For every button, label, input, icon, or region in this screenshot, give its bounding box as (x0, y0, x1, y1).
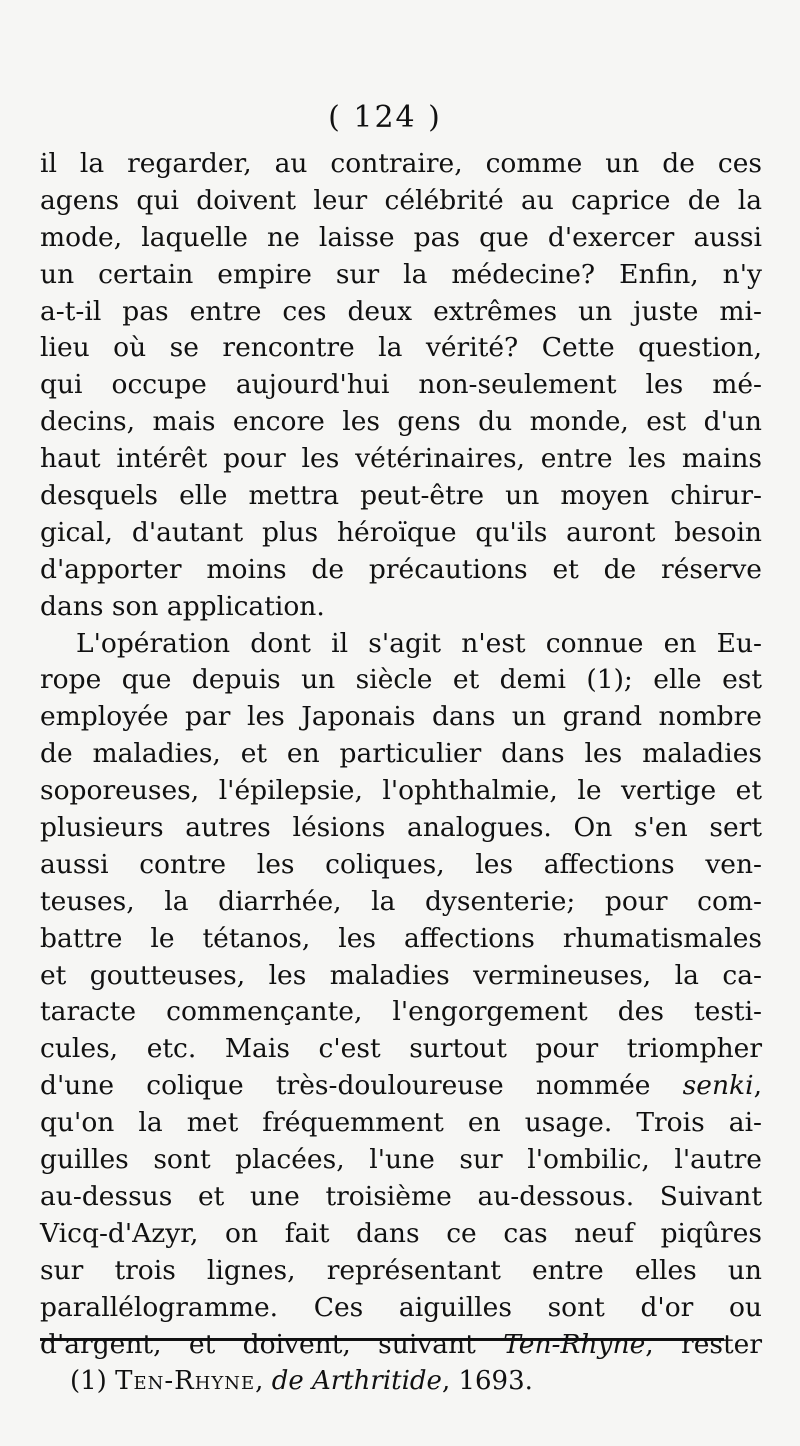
footnote-title: de Arthritide (271, 1366, 442, 1396)
text-line: sur trois lignes, représentant entre elles un (40, 1254, 762, 1286)
text-line: agens qui doivent leur célébrité au caprice de la (40, 184, 762, 216)
text-line: battre le tétanos, les affections rhumatismales (40, 922, 762, 954)
text-line: plusieurs autres lésions analogues. On s'en sert (40, 812, 762, 844)
text-line: et goutteuses, les maladies vermineuses, la ca- (40, 959, 762, 991)
text-line: gical, d'autant plus héroïque qu'ils auront besoin (40, 516, 762, 548)
page-number: ( 124 ) (328, 100, 442, 135)
text-span: , rester (645, 1328, 763, 1360)
footnote-year: , 1693. (441, 1366, 533, 1396)
text-line: decins, mais encore les gens du monde, est d'un (40, 406, 762, 438)
text-line-ten-rhyne (40, 1327, 762, 1364)
text-span: , (753, 1070, 762, 1102)
footnote-rule (40, 1338, 724, 1341)
body-text (40, 146, 762, 1363)
footnote-author: Ten-Rhyne (115, 1366, 256, 1396)
text-line: desquels elle mettra peut-être un moyen chirur- (40, 480, 762, 512)
text-line: Vicq-d'Azyr, on fait dans ce cas neuf piqûres (40, 1217, 762, 1249)
text-line: a-t-il pas entre ces deux extrêmes un juste mi- (40, 295, 762, 327)
text-line: soporeuses, l'épilepsie, l'ophthalmie, le vertige et (40, 775, 762, 807)
text-line: aussi contre les coliques, les affections ven- (40, 848, 762, 880)
footnote (70, 1366, 533, 1396)
italic-term-senki: senki (682, 1070, 754, 1102)
text-line: dans son application. (40, 590, 325, 622)
text-line: il la regarder, au contraire, comme un de ces (40, 148, 762, 179)
footnote-separator: , (255, 1366, 272, 1396)
text-line: d'apporter moins de précautions et de réserve (40, 553, 762, 585)
text-line: un certain empire sur la médecine? Enfin, n'y (40, 258, 762, 290)
text-span: d'argent, et doivent, suivant (40, 1328, 504, 1360)
italic-name-ten-rhyne: Ten-Rhyne (503, 1328, 646, 1360)
text-line: employée par les Japonais dans un grand nombre (40, 701, 762, 733)
text-line: L'opération dont il s'agit n'est connue en Eu- (76, 627, 762, 659)
text-line: mode, laquelle ne laisse pas que d'exercer aussi (40, 221, 762, 253)
text-line: teuses, la diarrhée, la dysenterie; pour com- (40, 885, 762, 917)
text-line: parallélogramme. Ces aiguilles sont d'or ou (40, 1291, 762, 1323)
text-line-senki (40, 1068, 762, 1105)
text-line: au-dessus et une troisième au-dessous. Suivant (40, 1180, 762, 1212)
text-line: rope que depuis un siècle et demi (1); elle est (40, 664, 762, 696)
text-line: qu'on la met fréquemment en usage. Trois ai- (40, 1107, 762, 1139)
text-line: taracte commençante, l'engorgement des testi- (40, 996, 762, 1028)
footnote-marker: (1) (70, 1366, 107, 1396)
text-line: lieu où se rencontre la vérité? Cette question, (40, 332, 762, 364)
text-line: qui occupe aujourd'hui non-seulement les mé- (40, 369, 762, 401)
text-span: d'une colique très-douloureuse nommée (40, 1070, 683, 1102)
text-line: haut intérêt pour les vétérinaires, entre les mains (40, 443, 762, 475)
text-line: cules, etc. Mais c'est surtout pour triompher (40, 1033, 762, 1065)
text-line: de maladies, et en particulier dans les maladies (40, 738, 762, 770)
text-line: guilles sont placées, l'une sur l'ombilic, l'autre (40, 1144, 762, 1176)
